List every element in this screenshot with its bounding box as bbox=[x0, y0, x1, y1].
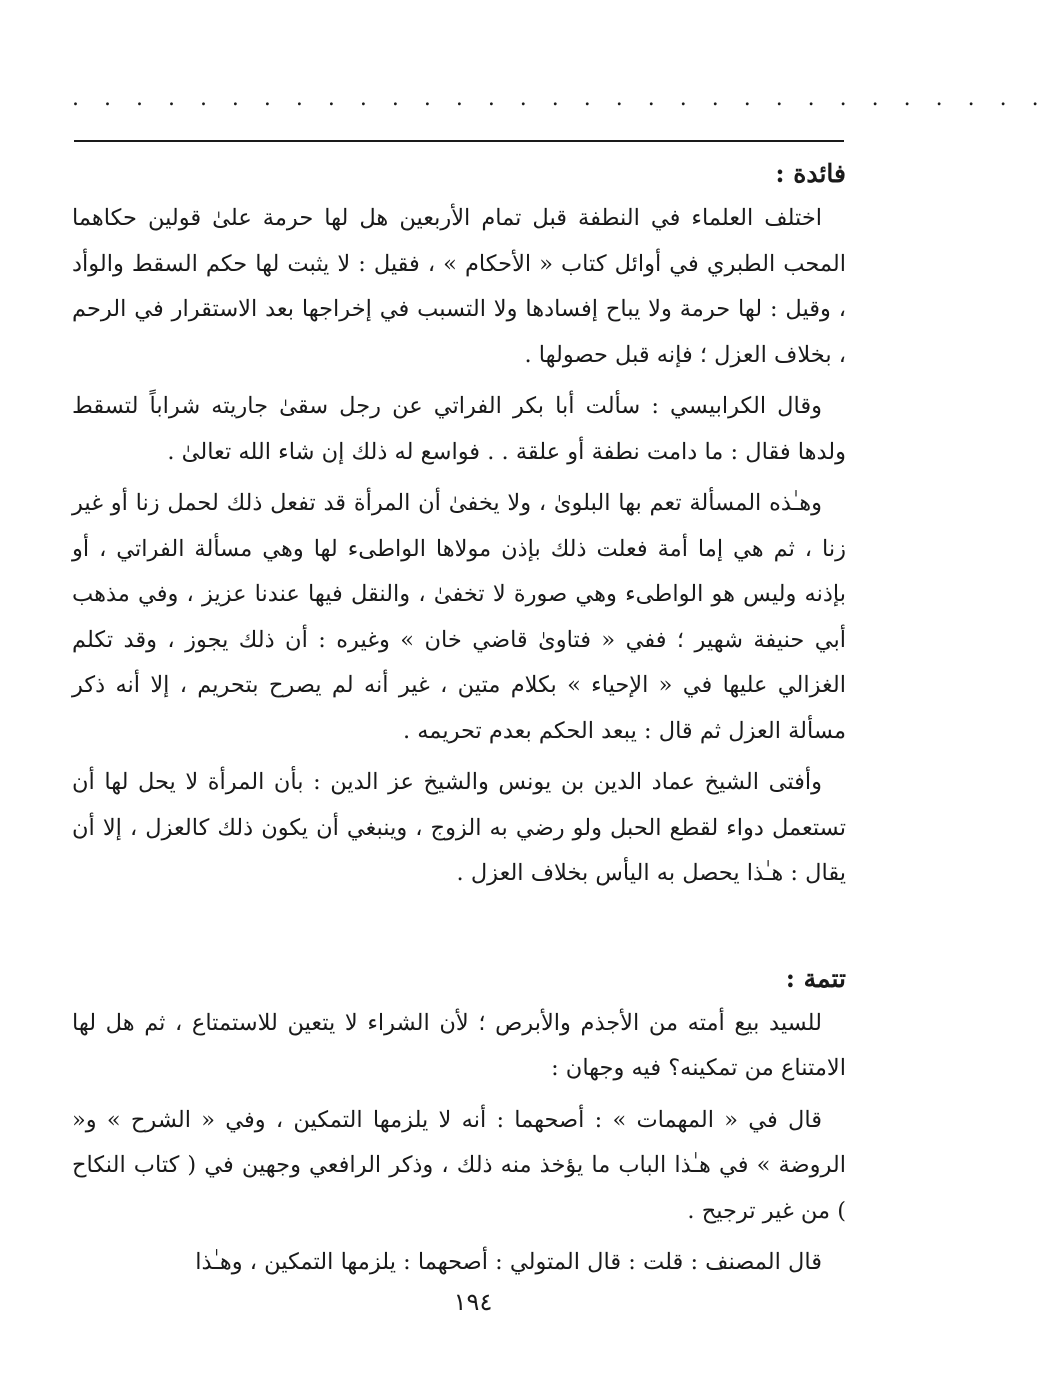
paragraph: قال المصنف : قلت : قال المتولي : أصحهما : يلزمها التمكين ، وهـٰذا bbox=[195, 1249, 822, 1275]
paragraph: وهـٰذه المسألة تعم بها البلوىٰ ، ولا يخفىٰ أن المرأة قد تفعل ذلك لحمل زنا أو غير زنا ، ثم هي إما أمة فعلت ذلك بإذن مولاها الواطىء لها وهي مسألة الفراتي ، أو بإذنه وليس هو الواطىء وهي صورة لا تخفىٰ ، والنقل فيها عندنا عزيز ، وفي مذهب أبي حنيفة شهير ؛ ففي « فتاوىٰ قاضي خان » وغيره : أن ذلك يجوز ، وقد تكلم الغزالي عليها في « الإحياء » بكلام متين ، غير أنه لم يصرح بتحريم ، إلا أنه ذكر مسألة العزل ثم قال : يبعد الحكم بعدم تحريمه . bbox=[72, 490, 846, 744]
paragraph: وأفتى الشيخ عماد الدين بن يونس والشيخ عز الدين : بأن المرأة لا يحل لها أن تستعمل دواء لقطع الحبل ولو رضي به الزوج ، وينبغي أن يكون ذلك كالعزل ، إلا أن يقال : هـٰذا يحصل به اليأس بخلاف العزل . bbox=[72, 769, 846, 886]
section-faida bbox=[72, 152, 846, 897]
page-body bbox=[72, 150, 846, 1292]
section-heading-tatimma: تتمة : bbox=[785, 963, 846, 993]
paragraph: اختلف العلماء في النطفة قبل تمام الأربعين هل لها حرمة علىٰ قولين حكاهما المحب الطبري في أوائل كتاب « الأحكام » ، فقيل : لا يثبت لها حكم السقط والوأد ، وقيل : لها حرمة ولا يباح إفسادها ولا التسبب في إخراجها بعد الاستقرار في الرحم ، بخلاف العزل ؛ فإنه قبل حصولها . bbox=[72, 205, 846, 368]
section-tatimma bbox=[72, 957, 846, 1286]
paragraph: وقال الكرابيسي : سألت أبا بكر الفراتي عن رجل سقىٰ جاريته شراباً لتسقط ولدها فقال : ما دامت نطفة أو علقة . . فواسع له ذلك إن شاء الله تعالىٰ . bbox=[72, 393, 846, 465]
header-rule bbox=[74, 140, 844, 142]
header-dotted-line: . . . . . . . . . . . . . . . . . . . . . . . . . . . . . . . bbox=[72, 86, 1048, 111]
page-number: ١٩٤ bbox=[453, 1288, 493, 1316]
paragraph: قال في « المهمات » : أصحهما : أنه لا يلزمها التمكين ، وفي « الشرح » و« الروضة » في هـٰذا الباب ما يؤخذ منه ذلك ، وذكر الرافعي وجهين في ( كتاب النكاح ) من غير ترجيح . bbox=[72, 1106, 846, 1224]
section-heading-faida: فائدة : bbox=[775, 159, 846, 188]
paragraph: للسيد بيع أمته من الأجذم والأبرص ؛ لأن الشراء لا يتعين للاستمتاع ، ثم هل لها الامتناع من تمكينه؟ فيه وجهان : bbox=[72, 1009, 846, 1081]
